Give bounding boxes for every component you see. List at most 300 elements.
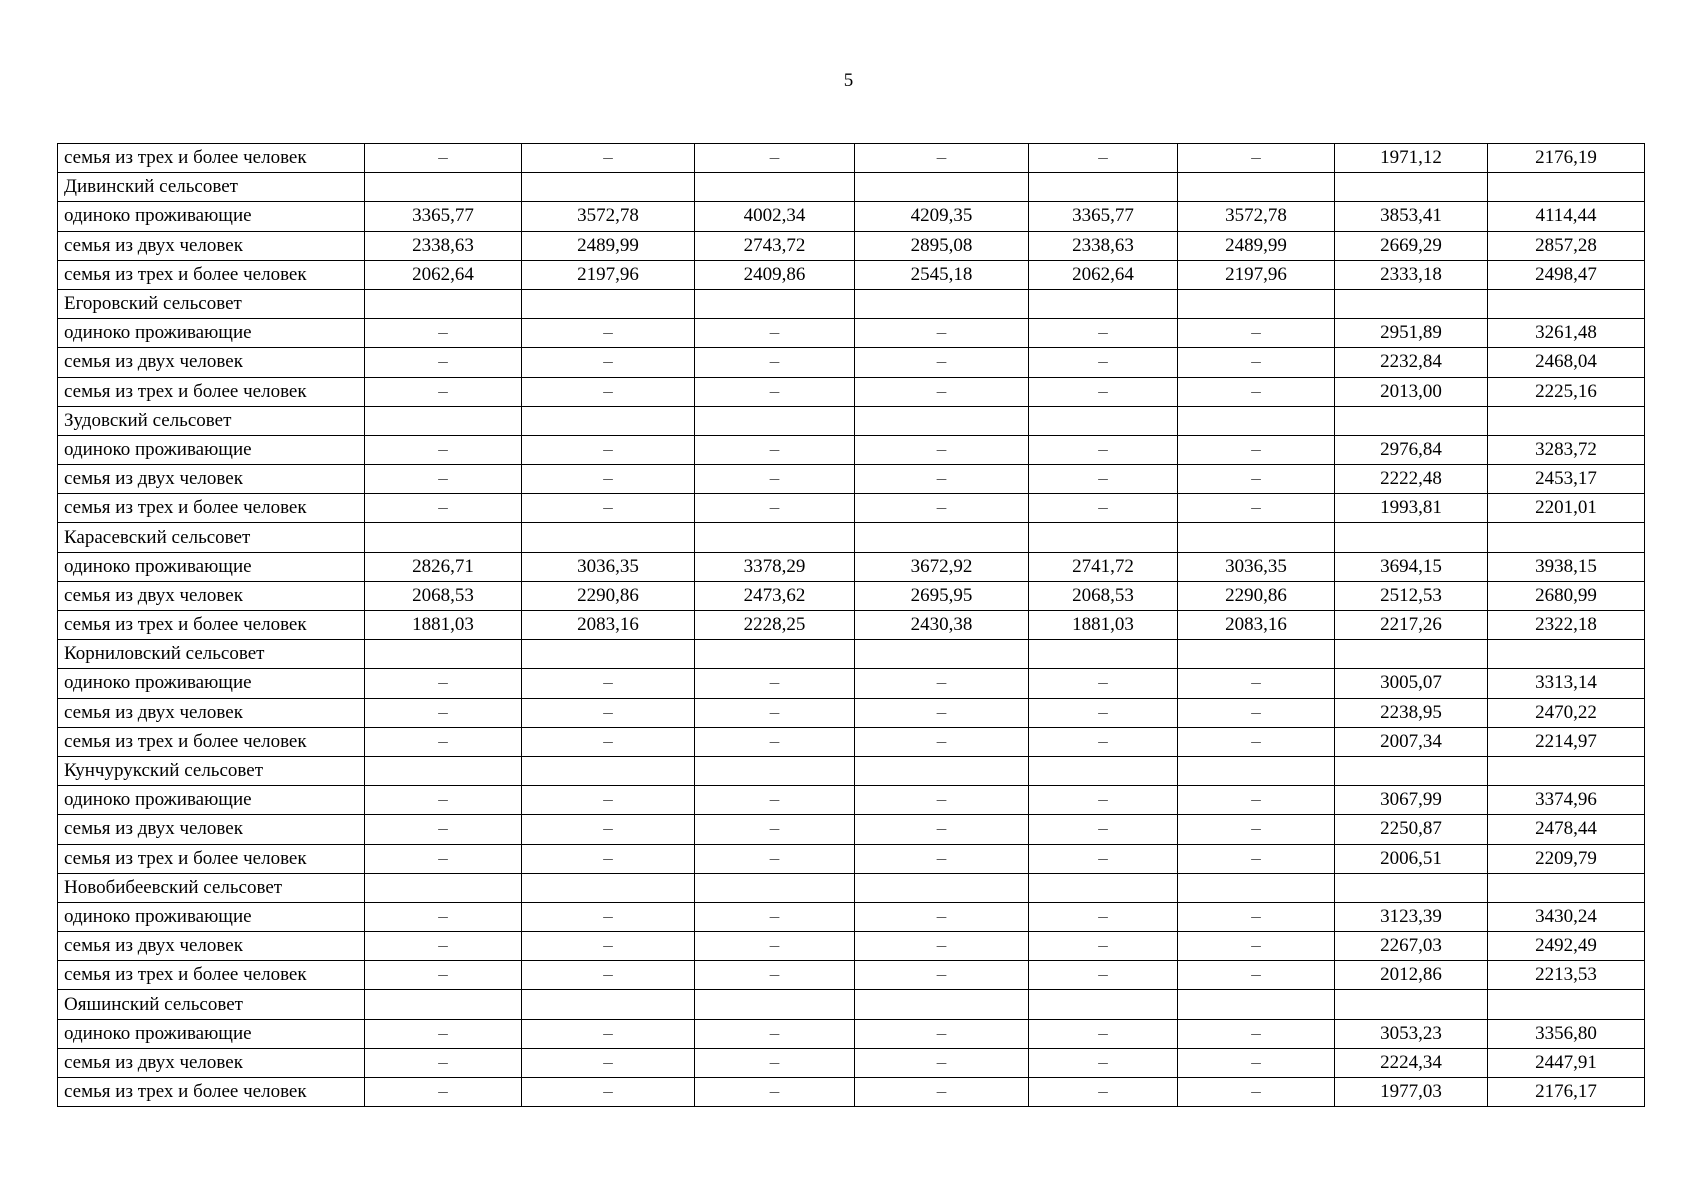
value-cell: – bbox=[1029, 494, 1178, 523]
value-cell: – bbox=[855, 348, 1029, 377]
value-cell: – bbox=[1178, 1048, 1335, 1077]
value-cell: – bbox=[522, 698, 695, 727]
value-cell: 2512,53 bbox=[1335, 581, 1488, 610]
row-label: семья из двух человек bbox=[58, 698, 365, 727]
value-cell: 2290,86 bbox=[1178, 581, 1335, 610]
row-label: одиноко проживающие bbox=[58, 669, 365, 698]
table-row bbox=[58, 581, 1645, 610]
value-cell: – bbox=[1029, 786, 1178, 815]
value-cell: 4002,34 bbox=[695, 202, 855, 231]
empty-cell bbox=[365, 756, 522, 785]
table-row bbox=[58, 1078, 1645, 1107]
value-cell: 2826,71 bbox=[365, 552, 522, 581]
value-cell: 2338,63 bbox=[365, 231, 522, 260]
value-cell: – bbox=[522, 435, 695, 464]
empty-cell bbox=[1488, 990, 1645, 1019]
value-cell: – bbox=[1029, 669, 1178, 698]
table-row bbox=[58, 669, 1645, 698]
empty-cell bbox=[365, 990, 522, 1019]
empty-cell bbox=[855, 990, 1029, 1019]
value-cell: – bbox=[365, 727, 522, 756]
section-label: Ояшинский сельсовет bbox=[58, 990, 365, 1019]
value-cell: – bbox=[1178, 698, 1335, 727]
table-row bbox=[58, 698, 1645, 727]
section-label: Новобибеевский сельсовет bbox=[58, 873, 365, 902]
empty-cell bbox=[1029, 990, 1178, 1019]
value-cell: – bbox=[1178, 902, 1335, 931]
empty-cell bbox=[1488, 289, 1645, 318]
empty-cell bbox=[855, 523, 1029, 552]
empty-cell bbox=[1488, 640, 1645, 669]
value-cell: – bbox=[695, 902, 855, 931]
value-cell: – bbox=[695, 698, 855, 727]
row-label: одиноко проживающие bbox=[58, 902, 365, 931]
value-cell: – bbox=[1178, 727, 1335, 756]
value-cell: – bbox=[522, 494, 695, 523]
value-cell: – bbox=[855, 844, 1029, 873]
empty-cell bbox=[1488, 873, 1645, 902]
value-cell: 1881,03 bbox=[1029, 611, 1178, 640]
value-cell: 2062,64 bbox=[1029, 260, 1178, 289]
row-label: семья из двух человек bbox=[58, 932, 365, 961]
value-cell: 3123,39 bbox=[1335, 902, 1488, 931]
empty-cell bbox=[695, 990, 855, 1019]
value-cell: 4209,35 bbox=[855, 202, 1029, 231]
row-label: семья из трех и более человек bbox=[58, 144, 365, 173]
value-cell: 3283,72 bbox=[1488, 435, 1645, 464]
section-row bbox=[58, 873, 1645, 902]
value-cell: – bbox=[855, 786, 1029, 815]
value-cell: – bbox=[1029, 698, 1178, 727]
table-row bbox=[58, 961, 1645, 990]
value-cell: 2468,04 bbox=[1488, 348, 1645, 377]
value-cell: – bbox=[695, 144, 855, 173]
section-label: Карасевский сельсовет bbox=[58, 523, 365, 552]
value-cell: 3374,96 bbox=[1488, 786, 1645, 815]
value-cell: 2741,72 bbox=[1029, 552, 1178, 581]
value-cell: – bbox=[855, 319, 1029, 348]
value-cell: – bbox=[1178, 786, 1335, 815]
row-label: семья из двух человек bbox=[58, 581, 365, 610]
table-row bbox=[58, 932, 1645, 961]
value-cell: – bbox=[1178, 844, 1335, 873]
value-cell: 3694,15 bbox=[1335, 552, 1488, 581]
value-cell: – bbox=[1029, 844, 1178, 873]
row-label: одиноко проживающие bbox=[58, 319, 365, 348]
value-cell: 2214,97 bbox=[1488, 727, 1645, 756]
empty-cell bbox=[855, 756, 1029, 785]
value-cell: – bbox=[365, 815, 522, 844]
value-cell: – bbox=[855, 698, 1029, 727]
value-cell: 2453,17 bbox=[1488, 465, 1645, 494]
value-cell: – bbox=[855, 1019, 1029, 1048]
value-cell: – bbox=[695, 494, 855, 523]
value-cell: 2222,48 bbox=[1335, 465, 1488, 494]
table-row bbox=[58, 202, 1645, 231]
value-cell: 2470,22 bbox=[1488, 698, 1645, 727]
section-label: Кунчурукский сельсовет bbox=[58, 756, 365, 785]
value-cell: – bbox=[695, 1048, 855, 1077]
value-cell: – bbox=[1029, 1019, 1178, 1048]
empty-cell bbox=[522, 406, 695, 435]
empty-cell bbox=[695, 289, 855, 318]
value-cell: 2951,89 bbox=[1335, 319, 1488, 348]
empty-cell bbox=[1335, 173, 1488, 202]
value-cell: 2250,87 bbox=[1335, 815, 1488, 844]
empty-cell bbox=[695, 873, 855, 902]
value-cell: – bbox=[1029, 377, 1178, 406]
row-label: одиноко проживающие bbox=[58, 435, 365, 464]
value-cell: – bbox=[695, 844, 855, 873]
value-cell: 3036,35 bbox=[1178, 552, 1335, 581]
value-cell: – bbox=[695, 1019, 855, 1048]
value-cell: – bbox=[365, 319, 522, 348]
value-cell: – bbox=[522, 669, 695, 698]
value-cell: 3430,24 bbox=[1488, 902, 1645, 931]
empty-cell bbox=[1029, 756, 1178, 785]
table-row bbox=[58, 319, 1645, 348]
value-cell: – bbox=[365, 144, 522, 173]
value-cell: – bbox=[522, 144, 695, 173]
value-cell: 2409,86 bbox=[695, 260, 855, 289]
value-cell: 3672,92 bbox=[855, 552, 1029, 581]
value-cell: – bbox=[365, 465, 522, 494]
row-label: семья из двух человек bbox=[58, 465, 365, 494]
value-cell: – bbox=[1029, 348, 1178, 377]
empty-cell bbox=[695, 756, 855, 785]
row-label: семья из трех и более человек bbox=[58, 260, 365, 289]
table-row bbox=[58, 494, 1645, 523]
empty-cell bbox=[1488, 173, 1645, 202]
value-cell: 2743,72 bbox=[695, 231, 855, 260]
value-cell: – bbox=[1178, 932, 1335, 961]
value-cell: 3938,15 bbox=[1488, 552, 1645, 581]
row-label: семья из трех и более человек bbox=[58, 727, 365, 756]
value-cell: – bbox=[695, 348, 855, 377]
value-cell: 2669,29 bbox=[1335, 231, 1488, 260]
empty-cell bbox=[1178, 406, 1335, 435]
empty-cell bbox=[1488, 406, 1645, 435]
value-cell: – bbox=[1178, 319, 1335, 348]
value-cell: – bbox=[365, 786, 522, 815]
empty-cell bbox=[695, 406, 855, 435]
value-cell: 2007,34 bbox=[1335, 727, 1488, 756]
value-cell: – bbox=[1178, 961, 1335, 990]
row-label: семья из трех и более человек bbox=[58, 611, 365, 640]
section-row bbox=[58, 990, 1645, 1019]
value-cell: – bbox=[695, 815, 855, 844]
empty-cell bbox=[695, 523, 855, 552]
value-cell: – bbox=[695, 465, 855, 494]
value-cell: – bbox=[522, 902, 695, 931]
page-number: 5 bbox=[843, 70, 854, 91]
value-cell: – bbox=[365, 844, 522, 873]
table-row bbox=[58, 348, 1645, 377]
value-cell: – bbox=[1178, 348, 1335, 377]
row-label: семья из трех и более человек bbox=[58, 377, 365, 406]
empty-cell bbox=[855, 640, 1029, 669]
row-label: одиноко проживающие bbox=[58, 552, 365, 581]
value-cell: – bbox=[522, 786, 695, 815]
value-cell: – bbox=[855, 465, 1029, 494]
empty-cell bbox=[1488, 523, 1645, 552]
table-row bbox=[58, 902, 1645, 931]
value-cell: 2473,62 bbox=[695, 581, 855, 610]
empty-cell bbox=[1488, 756, 1645, 785]
value-cell: – bbox=[1178, 815, 1335, 844]
value-cell: 2232,84 bbox=[1335, 348, 1488, 377]
empty-cell bbox=[1335, 406, 1488, 435]
empty-cell bbox=[522, 173, 695, 202]
empty-cell bbox=[1178, 756, 1335, 785]
value-cell: – bbox=[365, 669, 522, 698]
value-cell: 2976,84 bbox=[1335, 435, 1488, 464]
table-body bbox=[58, 144, 1645, 1107]
value-cell: – bbox=[695, 377, 855, 406]
value-cell: 2068,53 bbox=[365, 581, 522, 610]
row-label: семья из трех и более человек bbox=[58, 494, 365, 523]
value-cell: – bbox=[695, 786, 855, 815]
value-cell: – bbox=[855, 932, 1029, 961]
value-cell: – bbox=[365, 902, 522, 931]
value-cell: 2176,19 bbox=[1488, 144, 1645, 173]
empty-cell bbox=[1029, 640, 1178, 669]
value-cell: – bbox=[365, 1078, 522, 1107]
value-cell: – bbox=[522, 932, 695, 961]
empty-cell bbox=[1335, 640, 1488, 669]
value-cell: 3572,78 bbox=[1178, 202, 1335, 231]
value-cell: 2197,96 bbox=[1178, 260, 1335, 289]
value-cell: – bbox=[855, 815, 1029, 844]
value-cell: – bbox=[522, 465, 695, 494]
value-cell: 2083,16 bbox=[1178, 611, 1335, 640]
value-cell: 2333,18 bbox=[1335, 260, 1488, 289]
section-row bbox=[58, 756, 1645, 785]
value-cell: 3005,07 bbox=[1335, 669, 1488, 698]
value-cell: – bbox=[855, 727, 1029, 756]
value-cell: – bbox=[365, 932, 522, 961]
value-cell: – bbox=[1029, 961, 1178, 990]
row-label: одиноко проживающие bbox=[58, 1019, 365, 1048]
value-cell: – bbox=[365, 698, 522, 727]
table-row bbox=[58, 231, 1645, 260]
value-cell: – bbox=[522, 727, 695, 756]
empty-cell bbox=[1029, 173, 1178, 202]
value-cell: – bbox=[365, 1019, 522, 1048]
value-cell: – bbox=[855, 669, 1029, 698]
value-cell: 2224,34 bbox=[1335, 1048, 1488, 1077]
value-cell: – bbox=[1178, 377, 1335, 406]
value-cell: – bbox=[695, 319, 855, 348]
empty-cell bbox=[1029, 289, 1178, 318]
value-cell: – bbox=[1178, 1019, 1335, 1048]
table-row bbox=[58, 552, 1645, 581]
empty-cell bbox=[1178, 640, 1335, 669]
section-label: Егоровский сельсовет bbox=[58, 289, 365, 318]
empty-cell bbox=[1335, 289, 1488, 318]
section-row bbox=[58, 289, 1645, 318]
value-cell: – bbox=[365, 494, 522, 523]
empty-cell bbox=[1178, 873, 1335, 902]
row-label: семья из трех и более человек bbox=[58, 1078, 365, 1107]
section-label: Дивинский сельсовет bbox=[58, 173, 365, 202]
value-cell: 2267,03 bbox=[1335, 932, 1488, 961]
value-cell: 2545,18 bbox=[855, 260, 1029, 289]
tariff-table bbox=[57, 143, 1645, 1107]
value-cell: 2068,53 bbox=[1029, 581, 1178, 610]
value-cell: 2228,25 bbox=[695, 611, 855, 640]
value-cell: 2290,86 bbox=[522, 581, 695, 610]
empty-cell bbox=[365, 873, 522, 902]
row-label: семья из двух человек bbox=[58, 231, 365, 260]
empty-cell bbox=[522, 289, 695, 318]
value-cell: – bbox=[695, 435, 855, 464]
empty-cell bbox=[1029, 873, 1178, 902]
value-cell: 1993,81 bbox=[1335, 494, 1488, 523]
row-label: семья из двух человек bbox=[58, 815, 365, 844]
value-cell: – bbox=[855, 494, 1029, 523]
empty-cell bbox=[1335, 523, 1488, 552]
value-cell: 2197,96 bbox=[522, 260, 695, 289]
empty-cell bbox=[1335, 990, 1488, 1019]
empty-cell bbox=[365, 640, 522, 669]
empty-cell bbox=[522, 873, 695, 902]
value-cell: – bbox=[855, 377, 1029, 406]
value-cell: – bbox=[365, 1048, 522, 1077]
empty-cell bbox=[1029, 406, 1178, 435]
section-label: Зудовский сельсовет bbox=[58, 406, 365, 435]
empty-cell bbox=[855, 406, 1029, 435]
row-label: семья из двух человек bbox=[58, 1048, 365, 1077]
value-cell: 2338,63 bbox=[1029, 231, 1178, 260]
value-cell: – bbox=[365, 348, 522, 377]
value-cell: – bbox=[695, 1078, 855, 1107]
table-row bbox=[58, 844, 1645, 873]
table-row bbox=[58, 144, 1645, 173]
table-row bbox=[58, 727, 1645, 756]
value-cell: 3365,77 bbox=[365, 202, 522, 231]
row-label: семья из двух человек bbox=[58, 348, 365, 377]
value-cell: 2492,49 bbox=[1488, 932, 1645, 961]
value-cell: 2217,26 bbox=[1335, 611, 1488, 640]
value-cell: – bbox=[365, 377, 522, 406]
value-cell: – bbox=[1029, 144, 1178, 173]
value-cell: 2857,28 bbox=[1488, 231, 1645, 260]
value-cell: – bbox=[522, 1019, 695, 1048]
empty-cell bbox=[1178, 173, 1335, 202]
value-cell: – bbox=[522, 815, 695, 844]
value-cell: – bbox=[1029, 465, 1178, 494]
section-label: Корниловский сельсовет bbox=[58, 640, 365, 669]
value-cell: – bbox=[695, 932, 855, 961]
value-cell: – bbox=[695, 961, 855, 990]
empty-cell bbox=[365, 173, 522, 202]
empty-cell bbox=[1178, 990, 1335, 1019]
value-cell: 2489,99 bbox=[1178, 231, 1335, 260]
value-cell: – bbox=[1029, 1048, 1178, 1077]
table-row bbox=[58, 260, 1645, 289]
empty-cell bbox=[1335, 873, 1488, 902]
value-cell: 4114,44 bbox=[1488, 202, 1645, 231]
value-cell: – bbox=[1178, 669, 1335, 698]
value-cell: – bbox=[522, 961, 695, 990]
value-cell: – bbox=[1029, 932, 1178, 961]
value-cell: – bbox=[1029, 902, 1178, 931]
value-cell: 1881,03 bbox=[365, 611, 522, 640]
value-cell: 2209,79 bbox=[1488, 844, 1645, 873]
table-row bbox=[58, 1019, 1645, 1048]
row-label: семья из трех и более человек bbox=[58, 844, 365, 873]
row-label: одиноко проживающие bbox=[58, 786, 365, 815]
value-cell: – bbox=[1178, 494, 1335, 523]
value-cell: 2498,47 bbox=[1488, 260, 1645, 289]
value-cell: – bbox=[522, 319, 695, 348]
value-cell: 2012,86 bbox=[1335, 961, 1488, 990]
section-row bbox=[58, 173, 1645, 202]
empty-cell bbox=[522, 523, 695, 552]
value-cell: 2238,95 bbox=[1335, 698, 1488, 727]
value-cell: 1977,03 bbox=[1335, 1078, 1488, 1107]
value-cell: – bbox=[695, 727, 855, 756]
value-cell: – bbox=[1178, 1078, 1335, 1107]
table-row bbox=[58, 611, 1645, 640]
table-row bbox=[58, 1048, 1645, 1077]
value-cell: 2322,18 bbox=[1488, 611, 1645, 640]
value-cell: 3378,29 bbox=[695, 552, 855, 581]
value-cell: 2695,95 bbox=[855, 581, 1029, 610]
table-row bbox=[58, 377, 1645, 406]
value-cell: 3313,14 bbox=[1488, 669, 1645, 698]
value-cell: 2225,16 bbox=[1488, 377, 1645, 406]
row-label: одиноко проживающие bbox=[58, 202, 365, 231]
empty-cell bbox=[1335, 756, 1488, 785]
value-cell: – bbox=[1029, 1078, 1178, 1107]
empty-cell bbox=[522, 990, 695, 1019]
empty-cell bbox=[855, 289, 1029, 318]
table-row bbox=[58, 465, 1645, 494]
empty-cell bbox=[1029, 523, 1178, 552]
value-cell: – bbox=[522, 1048, 695, 1077]
value-cell: – bbox=[365, 435, 522, 464]
value-cell: – bbox=[1029, 319, 1178, 348]
value-cell: 1971,12 bbox=[1335, 144, 1488, 173]
value-cell: – bbox=[522, 844, 695, 873]
empty-cell bbox=[522, 756, 695, 785]
empty-cell bbox=[855, 873, 1029, 902]
value-cell: – bbox=[855, 961, 1029, 990]
value-cell: – bbox=[855, 1078, 1029, 1107]
value-cell: 3067,99 bbox=[1335, 786, 1488, 815]
empty-cell bbox=[1178, 523, 1335, 552]
value-cell: 2213,53 bbox=[1488, 961, 1645, 990]
empty-cell bbox=[365, 523, 522, 552]
value-cell: 2013,00 bbox=[1335, 377, 1488, 406]
empty-cell bbox=[522, 640, 695, 669]
empty-cell bbox=[695, 640, 855, 669]
value-cell: 3572,78 bbox=[522, 202, 695, 231]
value-cell: – bbox=[855, 144, 1029, 173]
value-cell: – bbox=[522, 1078, 695, 1107]
value-cell: 3356,80 bbox=[1488, 1019, 1645, 1048]
value-cell: 2062,64 bbox=[365, 260, 522, 289]
empty-cell bbox=[695, 173, 855, 202]
value-cell: 2680,99 bbox=[1488, 581, 1645, 610]
empty-cell bbox=[1178, 289, 1335, 318]
value-cell: 2447,91 bbox=[1488, 1048, 1645, 1077]
value-cell: – bbox=[1029, 435, 1178, 464]
value-cell: 3853,41 bbox=[1335, 202, 1488, 231]
row-label: семья из трех и более человек bbox=[58, 961, 365, 990]
